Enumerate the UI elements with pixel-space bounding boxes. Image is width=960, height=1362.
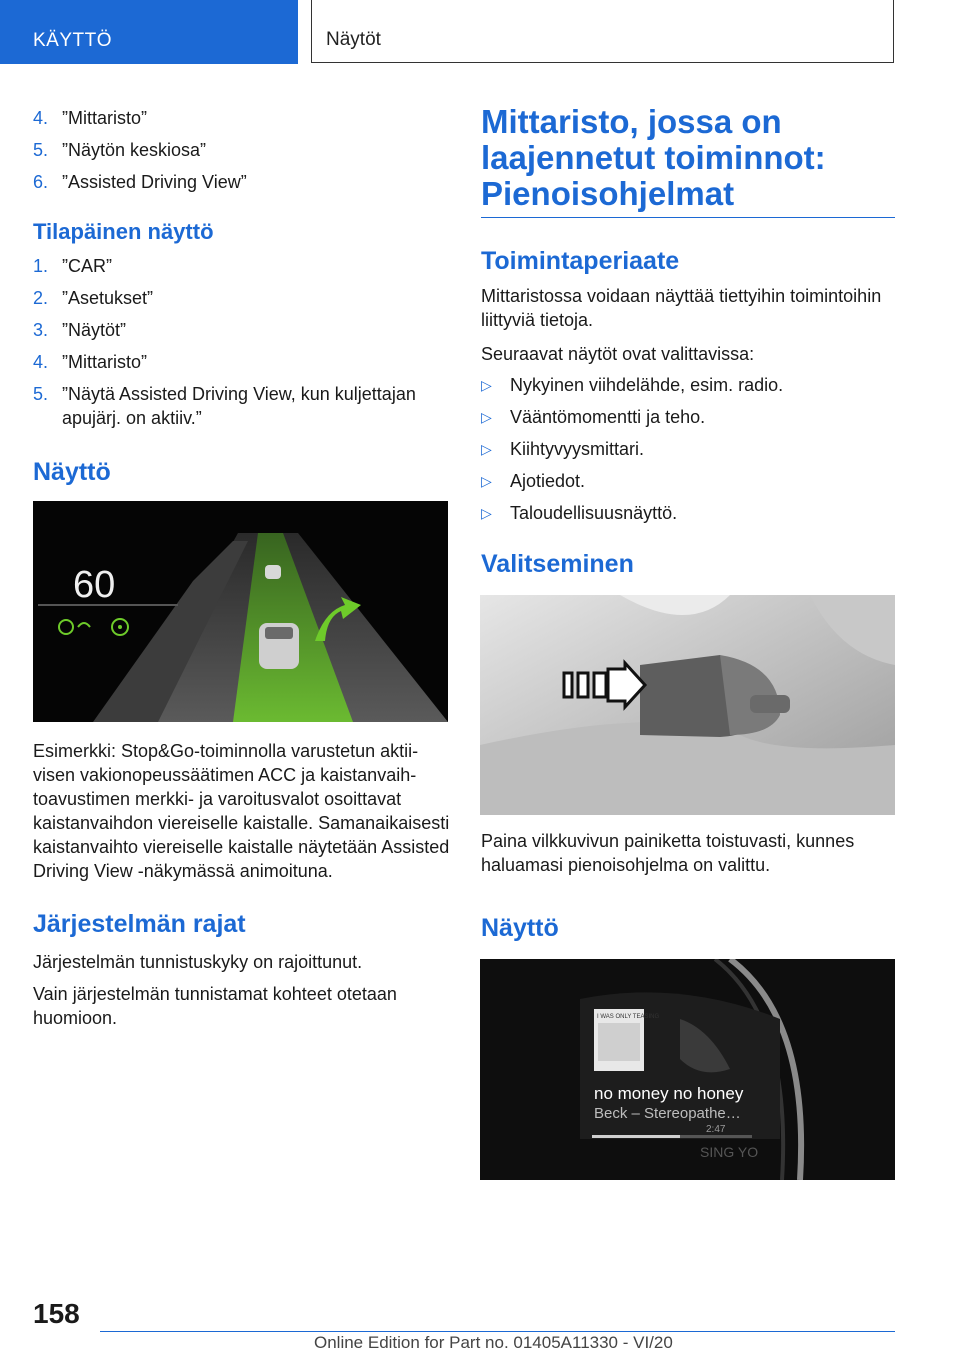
background-text: SING YO [700,1144,759,1160]
song-title: no money no honey [594,1084,744,1103]
section-tab [0,0,298,64]
bullet-text: Ajotiedot. [510,471,586,491]
list-text: ”CAR” [62,256,112,276]
widget-illustration [480,959,895,1180]
list-number: 5. [33,140,49,160]
list-text: ”Mittaristo” [62,108,147,128]
driving-view-illustration [33,501,448,722]
select-heading: Valitseminen [481,550,634,578]
stalk-illustration [480,595,895,815]
speed-readout: 60 [73,564,116,606]
song-artist: Beck – Stereopathe… [594,1105,741,1122]
bullet-text: Vääntömomentti ja teho. [510,407,706,427]
chapter-label: Näytöt [326,29,381,50]
list-text: ”Asetukset” [62,288,154,308]
list-number: 6. [33,172,49,192]
list-number: 1. [33,256,49,276]
list-text: ”Näytä Assisted Driving View, kun kuljettajan apujärj. on aktiiv.” [62,384,416,428]
page-title: Mittaristo, jossa on laajennetut toiminnot: Pienoisohjelmat [481,103,826,212]
turn-signal-stalk-image [480,595,895,815]
bullet-text: Nykyinen viihdelähde, esim. radio. [510,375,784,395]
bullet-text: Taloudellisuusnäyttö. [510,503,678,523]
list-number: 4. [33,352,49,372]
principle-paragraph-1: Mittaristossa voidaan näyttää tiettyihin toimintoihin liittyviä tietoja. [481,286,882,330]
triangle-bullet-icon: ▷ [481,505,492,521]
widget-cluster-image [480,959,895,1180]
section-label: KÄYTTÖ [33,30,113,51]
limits-paragraph-2: Vain järjestelmän tunnistamat kohteet otetaan huomioon. [33,984,397,1028]
select-caption: Paina vilkkuvivun painiketta toistuvasti, kunnes haluamasi pienoisohjelma on valittu. [481,831,855,875]
list-number: 2. [33,288,49,308]
album-art-text: I WAS ONLY TEASING [597,1014,660,1020]
limits-paragraph-1: Järjestelmän tunnistuskyky on rajoittunut. [33,952,363,972]
list-number: 4. [33,108,49,128]
cluster-assist-image [33,501,448,722]
song-time: 2:47 [706,1124,726,1135]
triangle-bullet-icon: ▷ [481,441,492,457]
temp-display-heading: Tilapäinen näyttö [33,219,214,244]
footer-edition: Online Edition for Part no. 01405A11330 - VI/20 [314,1333,673,1352]
footer-rule [100,1331,895,1332]
list-text: ”Näytön keskiosa” [62,140,207,160]
display-heading-right: Näyttö [481,914,559,942]
list-text: ”Näytöt” [62,320,127,340]
list-number: 3. [33,320,49,340]
list-number: 5. [33,384,49,404]
list-text: ”Mittaristo” [62,352,147,372]
limits-heading: Järjestelmän rajat [33,910,246,938]
image-caption: Esimerkki: Stop&Go-toiminnolla varustetun aktiivisen vakionopeussäätimen ACC ja kaistanvaihtoavustimen merkki- ja varoitusvalot osoittavat kaistanvaihdon viereiselle kaistalle. Samanaikaisesti kaistanvaihto viereiselle kaistalle näytetään Assisted Driving View -näkymässä animoituna. [33,741,450,881]
triangle-bullet-icon: ▷ [481,473,492,489]
page-number: 158 [33,1298,80,1329]
list-text: ”Assisted Driving View” [62,172,247,192]
principle-paragraph-2: Seuraavat näytöt ovat valittavissa: [481,344,755,364]
playback-progress [592,1135,680,1138]
triangle-bullet-icon: ▷ [481,377,492,393]
display-heading: Näyttö [33,458,111,486]
bullet-text: Kiihtyvyysmittari. [510,439,645,459]
title-underline [481,217,895,218]
principle-heading: Toimintaperiaate [481,247,680,275]
chapter-box [311,0,894,63]
triangle-bullet-icon: ▷ [481,409,492,425]
